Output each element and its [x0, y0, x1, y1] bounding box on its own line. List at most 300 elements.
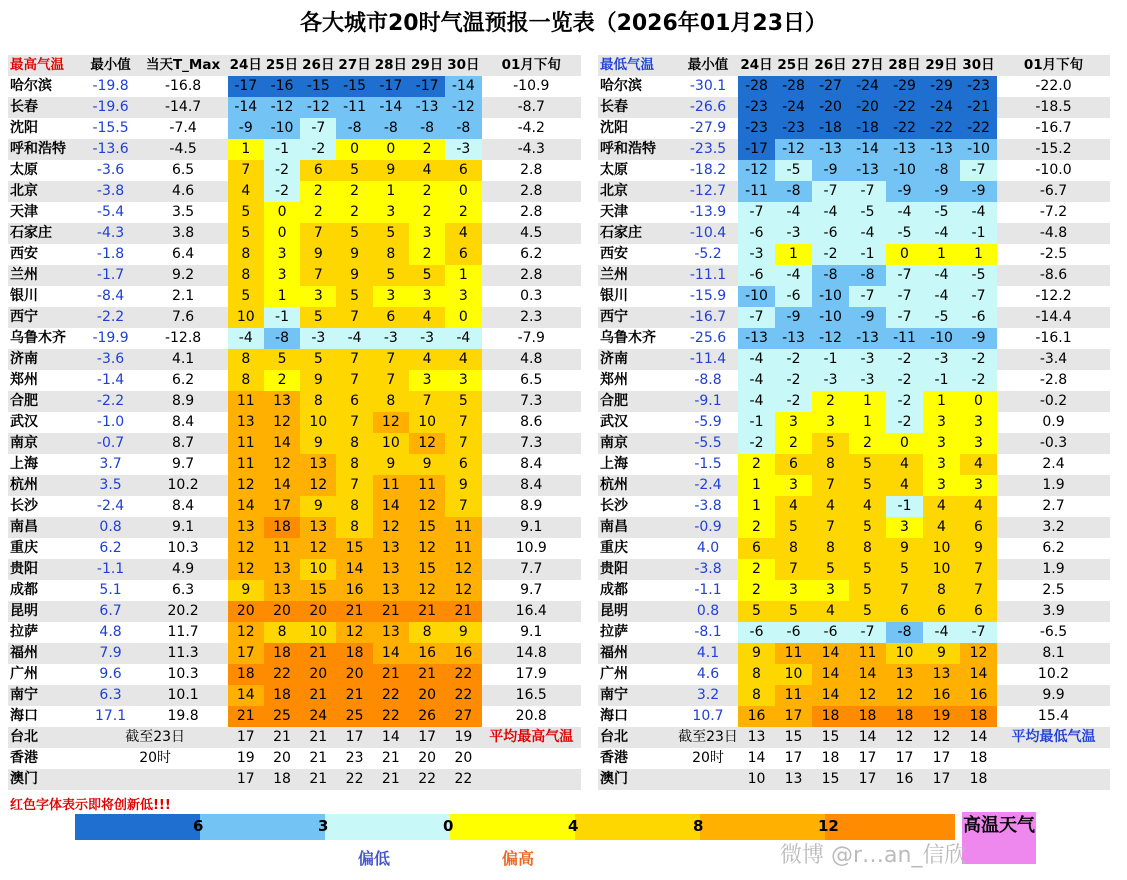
forecast-cell: -15	[300, 76, 336, 97]
forecast-cell: 6	[445, 244, 481, 265]
late-month-average: -0.2	[997, 391, 1110, 412]
today-max-value: 9.7	[139, 454, 228, 475]
forecast-cell: 8	[373, 391, 409, 412]
forecast-cell: -12	[775, 139, 812, 160]
city-row	[598, 538, 1110, 559]
city-row	[8, 433, 581, 454]
late-month-average: 9.9	[997, 685, 1110, 706]
forecast-cell: -7	[849, 286, 886, 307]
record-min-value: -23.5	[678, 139, 738, 160]
forecast-cell: 13	[300, 517, 336, 538]
legend-low-label: 偏低	[358, 849, 391, 868]
forecast-cell: -14	[228, 97, 264, 118]
record-min-value: -5.9	[678, 412, 738, 433]
legend-color-segment	[575, 814, 700, 840]
forecast-cell: 20	[445, 748, 481, 769]
record-min-value: -11.4	[678, 349, 738, 370]
forecast-cell: -6	[812, 223, 849, 244]
watermark: 微博 @r…an_信欣	[780, 843, 967, 868]
forecast-cell: 12	[849, 685, 886, 706]
header-row	[8, 55, 581, 76]
extra-note: 20时	[678, 748, 738, 769]
city-name: 沈阳	[598, 118, 678, 139]
city-name: 成都	[598, 580, 678, 601]
forecast-cell: 27	[445, 706, 481, 727]
forecast-cell: 18	[886, 706, 923, 727]
forecast-cell: -2	[812, 244, 849, 265]
forecast-cell: 6	[373, 307, 409, 328]
forecast-cell: -3	[812, 370, 849, 391]
city-row	[598, 139, 1110, 160]
forecast-cell: 20	[300, 664, 336, 685]
today-max-value: 10.2	[139, 475, 228, 496]
forecast-cell: 21	[373, 601, 409, 622]
header-cell: 01月下旬	[997, 55, 1110, 76]
forecast-cell: -1	[264, 307, 300, 328]
forecast-cell: 19	[445, 727, 481, 748]
forecast-cell: 21	[264, 727, 300, 748]
city-name: 广州	[8, 664, 83, 685]
forecast-cell: -10	[738, 286, 775, 307]
record-min-value: 3.5	[83, 475, 139, 496]
city-name: 昆明	[8, 601, 83, 622]
forecast-cell: 10	[775, 664, 812, 685]
forecast-cell: -1	[849, 244, 886, 265]
forecast-cell: -28	[775, 76, 812, 97]
forecast-cell: 2	[409, 202, 445, 223]
today-max-value: 11.3	[139, 643, 228, 664]
late-month-average: 2.8	[482, 265, 582, 286]
late-month-average: -10.9	[482, 76, 582, 97]
late-month-average: 2.8	[482, 202, 582, 223]
forecast-cell: 17	[409, 727, 445, 748]
forecast-cell: 4	[409, 307, 445, 328]
forecast-cell: -4	[336, 328, 372, 349]
city-row	[8, 118, 581, 139]
forecast-cell: -18	[849, 118, 886, 139]
record-min-value: 4.1	[678, 643, 738, 664]
city-name: 台北	[598, 727, 678, 748]
forecast-cell: 18	[812, 748, 849, 769]
forecast-cell: -2	[886, 391, 923, 412]
forecast-cell: -1	[738, 412, 775, 433]
forecast-cell: -4	[923, 265, 960, 286]
forecast-cell: 12	[409, 538, 445, 559]
forecast-cell: 14	[960, 727, 997, 748]
city-name: 拉萨	[8, 622, 83, 643]
forecast-cell: 10	[409, 412, 445, 433]
forecast-cell: 7	[445, 433, 481, 454]
city-name: 香港	[598, 748, 678, 769]
forecast-cell: 18	[264, 769, 300, 790]
forecast-cell: 9	[228, 580, 264, 601]
record-min-value: 3.7	[83, 454, 139, 475]
forecast-cell: -3	[738, 244, 775, 265]
record-min-value: -15.9	[678, 286, 738, 307]
forecast-cell: -4	[886, 202, 923, 223]
forecast-cell: 5	[738, 601, 775, 622]
forecast-cell: 21	[373, 769, 409, 790]
forecast-cell: 1	[738, 475, 775, 496]
today-max-value: -14.7	[139, 97, 228, 118]
extra-city-row	[598, 748, 1110, 769]
forecast-cell: 1	[923, 244, 960, 265]
city-row	[8, 286, 581, 307]
city-row	[598, 307, 1110, 328]
city-name: 长春	[598, 97, 678, 118]
forecast-cell: -1	[960, 223, 997, 244]
extra-note	[83, 769, 228, 790]
city-row	[8, 643, 581, 664]
header-cell: 01月下旬	[482, 55, 582, 76]
city-row	[598, 475, 1110, 496]
forecast-cell: 11	[409, 475, 445, 496]
forecast-cell: 13	[300, 454, 336, 475]
city-name: 哈尔滨	[8, 76, 83, 97]
forecast-cell: 20	[228, 601, 264, 622]
forecast-cell: 13	[923, 664, 960, 685]
forecast-cell: 8	[336, 433, 372, 454]
forecast-cell: -13	[775, 328, 812, 349]
city-name: 呼和浩特	[598, 139, 678, 160]
city-row	[8, 622, 581, 643]
record-min-value: -15.5	[83, 118, 139, 139]
forecast-cell: 12	[228, 538, 264, 559]
forecast-cell: -2	[300, 139, 336, 160]
legend-color-segment	[450, 814, 575, 840]
forecast-cell: 6	[960, 601, 997, 622]
forecast-cell: 0	[445, 307, 481, 328]
forecast-cell: 5	[336, 286, 372, 307]
city-row	[598, 286, 1110, 307]
forecast-cell: 12	[409, 580, 445, 601]
city-name: 广州	[598, 664, 678, 685]
forecast-cell: -12	[264, 97, 300, 118]
forecast-cell: 4	[228, 181, 264, 202]
forecast-cell: 12	[409, 433, 445, 454]
forecast-cell: 5	[849, 580, 886, 601]
forecast-cell: 3	[923, 412, 960, 433]
forecast-cell: 16	[738, 706, 775, 727]
city-row	[598, 391, 1110, 412]
forecast-cell: 12	[228, 475, 264, 496]
city-row	[8, 76, 581, 97]
forecast-cell: -11	[738, 181, 775, 202]
forecast-cell: 20	[264, 601, 300, 622]
late-month-average: 2.3	[482, 307, 582, 328]
forecast-cell: 14	[849, 664, 886, 685]
forecast-cell: 11	[373, 475, 409, 496]
header-cell: 27日	[849, 55, 886, 76]
header-cell: 26日	[300, 55, 336, 76]
today-max-value: 20.2	[139, 601, 228, 622]
forecast-cell: 19	[923, 706, 960, 727]
today-max-value: 2.1	[139, 286, 228, 307]
city-row	[598, 496, 1110, 517]
forecast-cell: -21	[960, 97, 997, 118]
forecast-cell: -6	[812, 622, 849, 643]
forecast-cell: -13	[886, 139, 923, 160]
forecast-cell: -23	[738, 97, 775, 118]
late-month-average: -16.1	[997, 328, 1110, 349]
forecast-cell: 16	[336, 580, 372, 601]
city-name: 沈阳	[8, 118, 83, 139]
today-max-value: 6.3	[139, 580, 228, 601]
forecast-cell: 17	[923, 748, 960, 769]
forecast-cell: 14	[812, 664, 849, 685]
forecast-cell: 10	[886, 643, 923, 664]
forecast-cell: -5	[775, 160, 812, 181]
forecast-cell: 25	[264, 706, 300, 727]
forecast-cell: 11	[775, 643, 812, 664]
record-min-value: -30.1	[678, 76, 738, 97]
forecast-cell: 1	[228, 139, 264, 160]
forecast-cell: 26	[409, 706, 445, 727]
forecast-cell: 0	[264, 202, 300, 223]
forecast-cell: 7	[228, 160, 264, 181]
extra-note: 截至23日	[678, 727, 738, 748]
forecast-cell: 7	[373, 370, 409, 391]
max-temp-table	[8, 55, 581, 790]
city-name: 南宁	[8, 685, 83, 706]
city-name: 上海	[598, 454, 678, 475]
late-month-average: 2.5	[997, 580, 1110, 601]
header-cell: 最低气温	[598, 55, 678, 76]
forecast-cell: 7	[960, 559, 997, 580]
forecast-cell: 4	[960, 496, 997, 517]
forecast-cell: 9	[373, 454, 409, 475]
forecast-cell: 6	[445, 160, 481, 181]
forecast-cell: 11	[264, 538, 300, 559]
record-min-value: -8.4	[83, 286, 139, 307]
forecast-cell: 21	[445, 601, 481, 622]
forecast-cell: 9	[300, 433, 336, 454]
forecast-cell: 4	[409, 160, 445, 181]
city-row	[8, 538, 581, 559]
forecast-cell: 7	[373, 349, 409, 370]
late-month-average: -2.8	[997, 370, 1110, 391]
today-max-value: 8.7	[139, 433, 228, 454]
city-name: 福州	[598, 643, 678, 664]
forecast-cell: 8	[738, 685, 775, 706]
late-month-average: 9.7	[482, 580, 582, 601]
forecast-cell: 2	[336, 181, 372, 202]
city-name: 银川	[598, 286, 678, 307]
extra-city-row	[8, 748, 581, 769]
late-month-average: -4.2	[482, 118, 582, 139]
late-month-average: -15.2	[997, 139, 1110, 160]
record-min-value: -0.7	[83, 433, 139, 454]
forecast-cell: 12	[300, 538, 336, 559]
forecast-cell: 7	[336, 412, 372, 433]
forecast-cell: -15	[336, 76, 372, 97]
city-row	[598, 244, 1110, 265]
forecast-cell: 18	[849, 706, 886, 727]
record-min-value: 10.7	[678, 706, 738, 727]
average-label	[482, 748, 582, 769]
record-min-value: -8.1	[678, 622, 738, 643]
forecast-cell: -24	[923, 97, 960, 118]
late-month-average: 9.1	[482, 622, 582, 643]
forecast-cell: 5	[373, 265, 409, 286]
header-cell: 28日	[373, 55, 409, 76]
forecast-cell: -9	[960, 181, 997, 202]
city-row	[8, 97, 581, 118]
forecast-cell: 14	[812, 685, 849, 706]
legend-high-label: 偏高	[502, 849, 535, 868]
forecast-cell: -17	[409, 76, 445, 97]
today-max-value: -12.8	[139, 328, 228, 349]
forecast-cell: -23	[775, 118, 812, 139]
forecast-cell: -27	[812, 76, 849, 97]
city-name: 郑州	[598, 370, 678, 391]
forecast-cell: 22	[373, 685, 409, 706]
forecast-cell: 17	[923, 769, 960, 790]
city-name: 北京	[598, 181, 678, 202]
record-min-value: 6.7	[83, 601, 139, 622]
late-month-average: 6.2	[997, 538, 1110, 559]
record-min-value: -5.5	[678, 433, 738, 454]
today-max-value: 10.3	[139, 538, 228, 559]
record-min-value: 4.6	[678, 664, 738, 685]
forecast-cell: -7	[886, 307, 923, 328]
late-month-average: -14.4	[997, 307, 1110, 328]
city-row	[598, 517, 1110, 538]
forecast-cell: 13	[264, 559, 300, 580]
record-min-value: -2.2	[83, 391, 139, 412]
city-name: 福州	[8, 643, 83, 664]
late-month-average: 7.3	[482, 391, 582, 412]
city-name: 合肥	[8, 391, 83, 412]
forecast-cell: 4	[960, 454, 997, 475]
forecast-cell: 7	[775, 559, 812, 580]
forecast-cell: -22	[886, 118, 923, 139]
record-min-value: -1.1	[83, 559, 139, 580]
forecast-cell: -6	[775, 286, 812, 307]
forecast-cell: -14	[849, 139, 886, 160]
forecast-cell: 17	[228, 643, 264, 664]
forecast-cell: -29	[886, 76, 923, 97]
record-min-value: -2.4	[83, 496, 139, 517]
city-name: 南昌	[8, 517, 83, 538]
city-name: 武汉	[598, 412, 678, 433]
forecast-cell: -2	[775, 349, 812, 370]
forecast-cell: 7	[336, 370, 372, 391]
city-row	[598, 643, 1110, 664]
forecast-cell: 2	[738, 454, 775, 475]
late-month-average: 1.9	[997, 475, 1110, 496]
forecast-cell: 1	[849, 391, 886, 412]
record-min-value: -1.0	[83, 412, 139, 433]
city-name: 西安	[598, 244, 678, 265]
forecast-cell: -6	[738, 622, 775, 643]
forecast-cell: 3	[775, 475, 812, 496]
forecast-cell: -17	[373, 76, 409, 97]
city-row	[598, 97, 1110, 118]
forecast-cell: 21	[336, 685, 372, 706]
forecast-cell: 12	[228, 559, 264, 580]
header-cell: 26日	[812, 55, 849, 76]
forecast-cell: -3	[775, 223, 812, 244]
city-row	[8, 265, 581, 286]
city-row	[8, 223, 581, 244]
legend-tick-label: 6	[193, 817, 204, 835]
late-month-average: -8.6	[997, 265, 1110, 286]
header-cell: 29日	[409, 55, 445, 76]
record-min-value: -16.7	[678, 307, 738, 328]
forecast-cell: 4	[812, 601, 849, 622]
forecast-cell: -7	[960, 286, 997, 307]
forecast-cell: -5	[923, 202, 960, 223]
city-row	[598, 160, 1110, 181]
city-name: 长沙	[598, 496, 678, 517]
record-min-value: -19.8	[83, 76, 139, 97]
record-min-value: -1.4	[83, 370, 139, 391]
late-month-average: 6.5	[482, 370, 582, 391]
forecast-cell: 22	[445, 769, 481, 790]
forecast-cell: 5	[373, 223, 409, 244]
forecast-cell: 14	[228, 685, 264, 706]
city-name: 南宁	[598, 685, 678, 706]
late-month-average: -6.7	[997, 181, 1110, 202]
late-month-average: -4.8	[997, 223, 1110, 244]
forecast-cell: -5	[960, 265, 997, 286]
extra-note: 截至23日	[83, 727, 228, 748]
header-cell: 当天T_Max	[139, 55, 228, 76]
forecast-cell: 2	[300, 202, 336, 223]
forecast-cell: -12	[445, 97, 481, 118]
forecast-cell: 18	[336, 643, 372, 664]
forecast-cell: 1	[738, 496, 775, 517]
forecast-cell: 2	[812, 391, 849, 412]
city-row	[8, 664, 581, 685]
forecast-cell: 5	[228, 223, 264, 244]
late-month-average: 2.4	[997, 454, 1110, 475]
city-row	[598, 223, 1110, 244]
city-row	[8, 328, 581, 349]
forecast-cell: 3	[373, 286, 409, 307]
late-month-average: 2.8	[482, 160, 582, 181]
forecast-cell: -14	[373, 97, 409, 118]
forecast-cell: -12	[812, 328, 849, 349]
forecast-cell: 21	[300, 748, 336, 769]
forecast-cell: 3	[923, 454, 960, 475]
city-row	[8, 160, 581, 181]
late-month-average: 6.2	[482, 244, 582, 265]
forecast-cell: 1	[445, 265, 481, 286]
forecast-cell: -7	[960, 622, 997, 643]
city-row	[8, 349, 581, 370]
forecast-cell: 13	[373, 538, 409, 559]
forecast-cell: -22	[960, 118, 997, 139]
forecast-cell: 20	[264, 748, 300, 769]
forecast-cell: 4	[812, 496, 849, 517]
forecast-cell: -23	[738, 118, 775, 139]
header-row	[598, 55, 1110, 76]
forecast-cell: 13	[775, 769, 812, 790]
late-month-average: -12.2	[997, 286, 1110, 307]
forecast-cell: 12	[264, 412, 300, 433]
city-row	[598, 76, 1110, 97]
city-name: 银川	[8, 286, 83, 307]
forecast-cell: -12	[300, 97, 336, 118]
average-label: 平均最低气温	[997, 727, 1110, 748]
forecast-cell: 8	[373, 244, 409, 265]
late-month-average: -16.7	[997, 118, 1110, 139]
forecast-cell: -14	[445, 76, 481, 97]
today-max-value: 4.9	[139, 559, 228, 580]
city-name: 重庆	[598, 538, 678, 559]
